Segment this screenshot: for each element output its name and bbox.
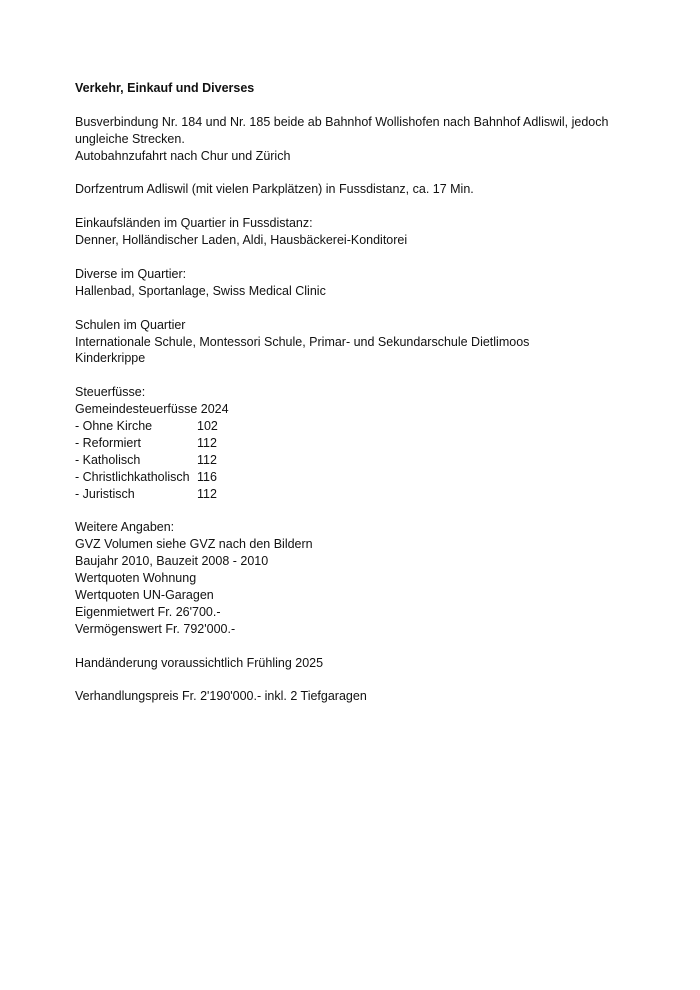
- spacer: [75, 165, 635, 182]
- schools-section: [75, 317, 635, 368]
- village-center-section: [75, 181, 635, 198]
- tax-row-label: - Reformiert: [75, 435, 141, 450]
- tax-section: [75, 384, 635, 502]
- tax-row-label: - Christlichkatholisch: [75, 469, 190, 484]
- schools-extra: Kinderkrippe: [75, 351, 146, 366]
- spacer: [75, 672, 635, 689]
- tax-row-label: - Ohne Kirche: [75, 419, 153, 434]
- schools-list: Internationale Schule, Montessori Schule, Primar- und Sekundarschule Dietlimoos: [75, 334, 530, 349]
- tax-title: Steuerfüsse:: [75, 385, 146, 400]
- tax-row: [75, 435, 635, 452]
- details-line: Vermögenswert Fr. 792'000.-: [75, 621, 236, 636]
- highway-access-text: Autobahnzufahrt nach Chur und Zürich: [75, 148, 291, 163]
- tax-subtitle: Gemeindesteuerfüsse 2024: [75, 402, 229, 417]
- tax-row-value: 102: [197, 419, 218, 434]
- shopping-title: Einkaufsländen im Quartier in Fussdistanz:: [75, 216, 313, 231]
- details-section: [75, 519, 635, 637]
- tax-row-value: 112: [197, 435, 217, 450]
- price-text: Verhandlungspreis Fr. 2'190'000.- inkl. 2 Tiefgaragen: [75, 689, 367, 704]
- spacer: [75, 198, 635, 215]
- misc-list: Hallenbad, Sportanlage, Swiss Medical Clinic: [75, 283, 326, 298]
- spacer: [75, 503, 635, 520]
- details-line: GVZ Volumen siehe GVZ nach den Bildern: [75, 537, 313, 552]
- tax-row-label: - Juristisch: [75, 486, 135, 501]
- tax-row: [75, 418, 635, 435]
- shopping-list: Denner, Holländischer Laden, Aldi, Hausbäckerei-Konditorei: [75, 233, 408, 248]
- village-center-text: Dorfzentrum Adliswil (mit vielen Parkplätzen) in Fussdistanz, ca. 17 Min.: [75, 182, 474, 197]
- details-line: Wertquoten UN-Garagen: [75, 588, 214, 603]
- shopping-section: [75, 215, 635, 249]
- handover-text: Handänderung voraussichtlich Frühling 2025: [75, 655, 324, 670]
- misc-section: [75, 266, 635, 300]
- price-section: [75, 688, 635, 705]
- spacer: [75, 97, 635, 114]
- tax-row-value: 116: [197, 469, 217, 484]
- details-title: Weitere Angaben:: [75, 520, 175, 535]
- details-line: Baujahr 2010, Bauzeit 2008 - 2010: [75, 554, 269, 569]
- tax-row-value: 112: [197, 452, 217, 467]
- tax-row-label: - Katholisch: [75, 452, 141, 467]
- tax-row: [75, 452, 635, 469]
- section-heading: Verkehr, Einkauf und Diverses: [75, 81, 255, 95]
- spacer: [75, 638, 635, 655]
- schools-title: Schulen im Quartier: [75, 317, 186, 332]
- handover-section: [75, 655, 635, 672]
- spacer: [75, 300, 635, 317]
- details-line: Wertquoten Wohnung: [75, 571, 197, 586]
- document-content: [75, 80, 635, 705]
- transport-section: [75, 114, 635, 165]
- spacer: [75, 249, 635, 266]
- bus-connection-text: Busverbindung Nr. 184 und Nr. 185 beide ab Bahnhof Wollishofen nach Bahnhof Adliswil, jedoch ungleiche Strecken.: [75, 114, 609, 146]
- tax-row: [75, 469, 635, 486]
- details-line: Eigenmietwert Fr. 26'700.-: [75, 604, 221, 619]
- spacer: [75, 367, 635, 384]
- misc-title: Diverse im Quartier:: [75, 266, 187, 281]
- tax-row-value: 112: [197, 486, 217, 501]
- tax-row: [75, 486, 635, 503]
